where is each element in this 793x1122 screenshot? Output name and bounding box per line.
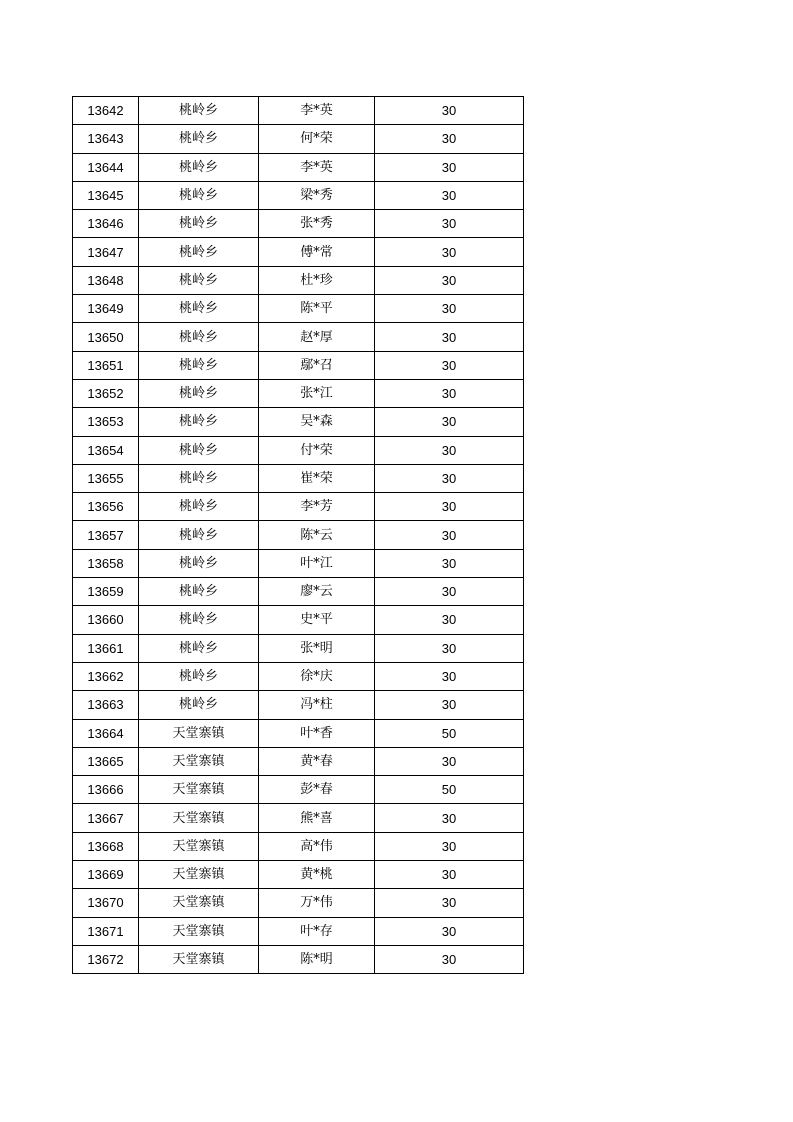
name-cell: 赵*厚 — [259, 323, 375, 351]
row-number-cell: 13667 — [73, 804, 139, 832]
table-row — [73, 210, 524, 238]
row-number-cell: 13653 — [73, 408, 139, 436]
amount-cell: 30 — [375, 464, 524, 492]
table-row — [73, 747, 524, 775]
name-cell: 吴*森 — [259, 408, 375, 436]
amount-cell: 30 — [375, 578, 524, 606]
row-number-cell: 13648 — [73, 266, 139, 294]
amount-cell: 30 — [375, 634, 524, 662]
name-cell: 李*英 — [259, 97, 375, 125]
name-cell: 何*荣 — [259, 125, 375, 153]
row-number-cell: 13643 — [73, 125, 139, 153]
row-number-cell: 13645 — [73, 181, 139, 209]
amount-cell: 50 — [375, 776, 524, 804]
amount-cell: 30 — [375, 549, 524, 577]
row-number-cell: 13644 — [73, 153, 139, 181]
amount-cell: 30 — [375, 521, 524, 549]
township-cell: 桃岭乡 — [139, 436, 259, 464]
township-cell: 天堂寨镇 — [139, 804, 259, 832]
table-row — [73, 323, 524, 351]
table-row — [73, 295, 524, 323]
row-number-cell: 13668 — [73, 832, 139, 860]
township-cell: 桃岭乡 — [139, 521, 259, 549]
table-row — [73, 804, 524, 832]
row-number-cell: 13660 — [73, 606, 139, 634]
row-number-cell: 13647 — [73, 238, 139, 266]
township-cell: 桃岭乡 — [139, 181, 259, 209]
township-cell: 桃岭乡 — [139, 379, 259, 407]
amount-cell: 30 — [375, 832, 524, 860]
amount-cell: 30 — [375, 323, 524, 351]
amount-cell: 30 — [375, 97, 524, 125]
table-row — [73, 436, 524, 464]
name-cell: 叶*香 — [259, 719, 375, 747]
table-row — [73, 181, 524, 209]
township-cell: 天堂寨镇 — [139, 945, 259, 973]
row-number-cell: 13664 — [73, 719, 139, 747]
township-cell: 天堂寨镇 — [139, 719, 259, 747]
table-row — [73, 776, 524, 804]
table-row — [73, 351, 524, 379]
row-number-cell: 13650 — [73, 323, 139, 351]
table-row — [73, 889, 524, 917]
name-cell: 傅*常 — [259, 238, 375, 266]
name-cell: 黄*春 — [259, 747, 375, 775]
amount-cell: 30 — [375, 804, 524, 832]
table-row — [73, 662, 524, 690]
amount-cell: 30 — [375, 691, 524, 719]
name-cell: 廖*云 — [259, 578, 375, 606]
name-cell: 冯*柱 — [259, 691, 375, 719]
table-row — [73, 861, 524, 889]
table-row — [73, 578, 524, 606]
township-cell: 桃岭乡 — [139, 634, 259, 662]
name-cell: 陈*平 — [259, 295, 375, 323]
name-cell: 熊*喜 — [259, 804, 375, 832]
name-cell: 史*平 — [259, 606, 375, 634]
amount-cell: 30 — [375, 606, 524, 634]
township-cell: 桃岭乡 — [139, 351, 259, 379]
row-number-cell: 13661 — [73, 634, 139, 662]
amount-cell: 30 — [375, 266, 524, 294]
row-number-cell: 13642 — [73, 97, 139, 125]
row-number-cell: 13662 — [73, 662, 139, 690]
row-number-cell: 13671 — [73, 917, 139, 945]
name-cell: 鄢*召 — [259, 351, 375, 379]
township-cell: 天堂寨镇 — [139, 889, 259, 917]
township-cell: 桃岭乡 — [139, 408, 259, 436]
row-number-cell: 13672 — [73, 945, 139, 973]
table-row — [73, 634, 524, 662]
row-number-cell: 13659 — [73, 578, 139, 606]
amount-cell: 30 — [375, 436, 524, 464]
township-cell: 桃岭乡 — [139, 238, 259, 266]
name-cell: 陈*云 — [259, 521, 375, 549]
row-number-cell: 13651 — [73, 351, 139, 379]
row-number-cell: 13652 — [73, 379, 139, 407]
township-cell: 桃岭乡 — [139, 464, 259, 492]
township-cell: 桃岭乡 — [139, 549, 259, 577]
name-cell: 高*伟 — [259, 832, 375, 860]
name-cell: 彭*春 — [259, 776, 375, 804]
name-cell: 黄*桃 — [259, 861, 375, 889]
row-number-cell: 13657 — [73, 521, 139, 549]
township-cell: 天堂寨镇 — [139, 917, 259, 945]
row-number-cell: 13649 — [73, 295, 139, 323]
table-body — [73, 97, 524, 974]
township-cell: 桃岭乡 — [139, 153, 259, 181]
township-cell: 桃岭乡 — [139, 691, 259, 719]
table-row — [73, 97, 524, 125]
table-row — [73, 153, 524, 181]
table-row — [73, 719, 524, 747]
data-table — [72, 96, 524, 974]
table-row — [73, 238, 524, 266]
row-number-cell: 13654 — [73, 436, 139, 464]
table-row — [73, 125, 524, 153]
row-number-cell: 13666 — [73, 776, 139, 804]
row-number-cell: 13670 — [73, 889, 139, 917]
township-cell: 桃岭乡 — [139, 97, 259, 125]
amount-cell: 50 — [375, 719, 524, 747]
name-cell: 付*荣 — [259, 436, 375, 464]
name-cell: 张*秀 — [259, 210, 375, 238]
township-cell: 天堂寨镇 — [139, 747, 259, 775]
amount-cell: 30 — [375, 493, 524, 521]
table-row — [73, 408, 524, 436]
table-row — [73, 917, 524, 945]
table-row — [73, 606, 524, 634]
township-cell: 天堂寨镇 — [139, 776, 259, 804]
township-cell: 桃岭乡 — [139, 210, 259, 238]
amount-cell: 30 — [375, 747, 524, 775]
township-cell: 天堂寨镇 — [139, 861, 259, 889]
amount-cell: 30 — [375, 210, 524, 238]
township-cell: 桃岭乡 — [139, 125, 259, 153]
amount-cell: 30 — [375, 662, 524, 690]
amount-cell: 30 — [375, 917, 524, 945]
amount-cell: 30 — [375, 351, 524, 379]
township-cell: 桃岭乡 — [139, 606, 259, 634]
table-row — [73, 464, 524, 492]
table-row — [73, 691, 524, 719]
name-cell: 张*江 — [259, 379, 375, 407]
row-number-cell: 13663 — [73, 691, 139, 719]
name-cell: 陈*明 — [259, 945, 375, 973]
amount-cell: 30 — [375, 945, 524, 973]
name-cell: 叶*江 — [259, 549, 375, 577]
township-cell: 桃岭乡 — [139, 266, 259, 294]
name-cell: 梁*秀 — [259, 181, 375, 209]
amount-cell: 30 — [375, 379, 524, 407]
name-cell: 李*英 — [259, 153, 375, 181]
amount-cell: 30 — [375, 408, 524, 436]
table-row — [73, 379, 524, 407]
row-number-cell: 13646 — [73, 210, 139, 238]
row-number-cell: 13669 — [73, 861, 139, 889]
name-cell: 徐*庆 — [259, 662, 375, 690]
name-cell: 叶*存 — [259, 917, 375, 945]
name-cell: 张*明 — [259, 634, 375, 662]
amount-cell: 30 — [375, 238, 524, 266]
amount-cell: 30 — [375, 153, 524, 181]
amount-cell: 30 — [375, 889, 524, 917]
amount-cell: 30 — [375, 181, 524, 209]
township-cell: 天堂寨镇 — [139, 832, 259, 860]
name-cell: 万*伟 — [259, 889, 375, 917]
township-cell: 桃岭乡 — [139, 662, 259, 690]
township-cell: 桃岭乡 — [139, 493, 259, 521]
table-row — [73, 945, 524, 973]
amount-cell: 30 — [375, 125, 524, 153]
table-row — [73, 832, 524, 860]
row-number-cell: 13665 — [73, 747, 139, 775]
table-row — [73, 266, 524, 294]
amount-cell: 30 — [375, 295, 524, 323]
table-row — [73, 493, 524, 521]
table-row — [73, 521, 524, 549]
name-cell: 杜*珍 — [259, 266, 375, 294]
amount-cell: 30 — [375, 861, 524, 889]
table-row — [73, 549, 524, 577]
township-cell: 桃岭乡 — [139, 323, 259, 351]
name-cell: 崔*荣 — [259, 464, 375, 492]
township-cell: 桃岭乡 — [139, 578, 259, 606]
row-number-cell: 13658 — [73, 549, 139, 577]
name-cell: 李*芳 — [259, 493, 375, 521]
row-number-cell: 13655 — [73, 464, 139, 492]
row-number-cell: 13656 — [73, 493, 139, 521]
township-cell: 桃岭乡 — [139, 295, 259, 323]
